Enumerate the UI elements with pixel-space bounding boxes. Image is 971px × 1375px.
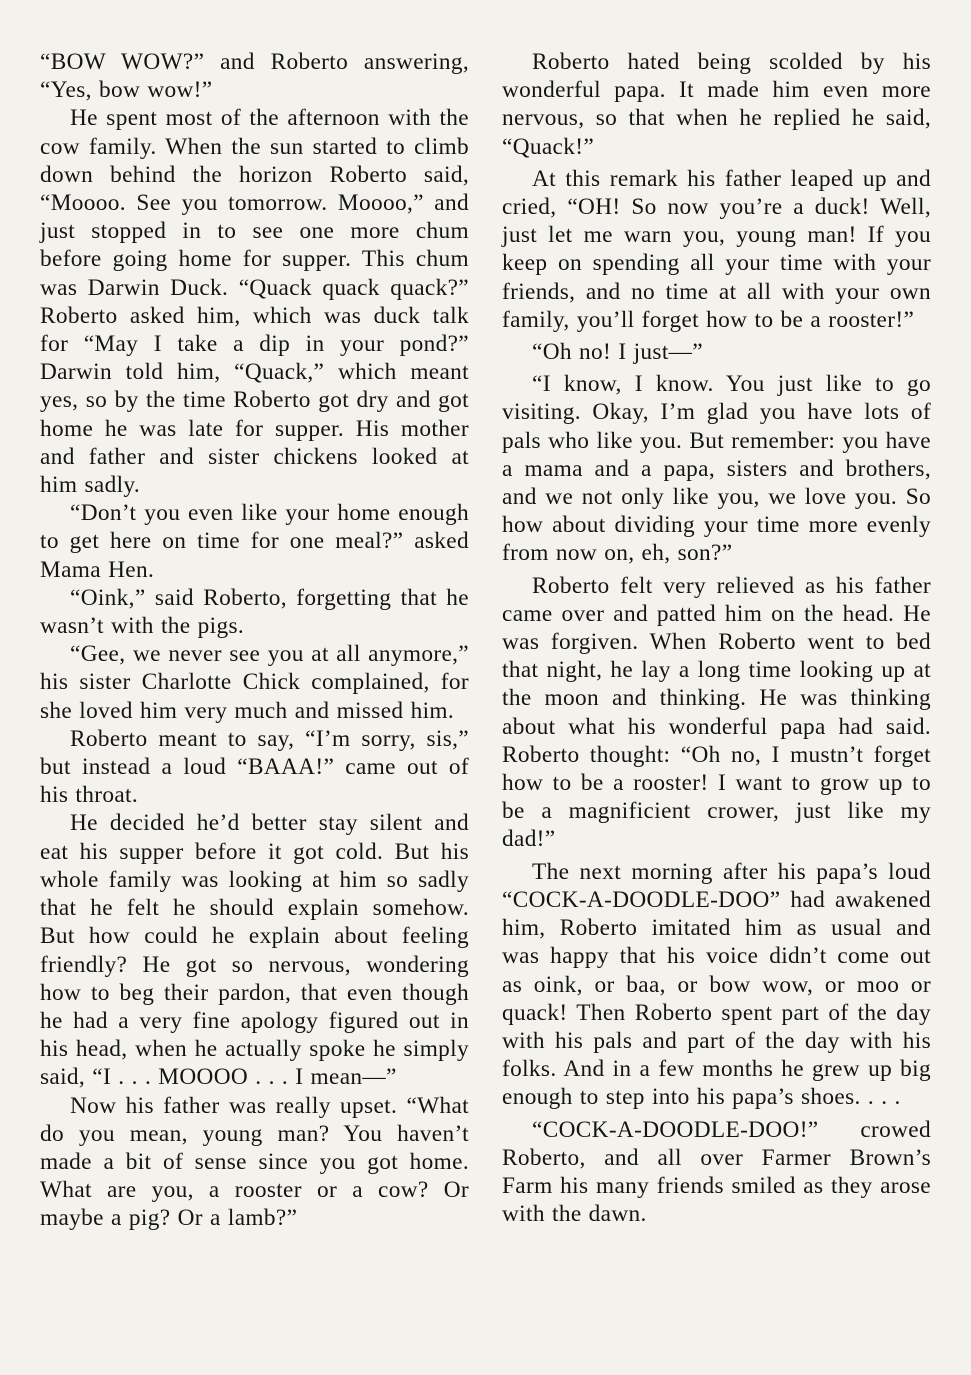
paragraph: The next morning after his papa’s loud “COCK-A-DOODLE-DOO” had awakened him, Roberto imitated him as usual and was happy that his voice didn’t come out as oink, or baa, or bow wow, or moo or quack! Then Roberto spent part of the day with his pals and part of the day with his folks. And in a few months he grew up big enough to step into his papa’s shoes. . . .: [502, 858, 931, 1111]
paragraph: “Oink,” said Roberto, forgetting that he wasn’t with the pigs.: [40, 584, 469, 640]
paragraph: Roberto hated being scolded by his wonderful papa. It made him even more nervous, so that when he replied he said, “Quack!”: [502, 49, 931, 160]
left-column: [40, 48, 469, 1375]
paragraph: At this remark his father leaped up and cried, “OH! So now you’re a duck! Well, just let me warn you, young man! If you keep on spending all your time with your friends, and no time at all with your own family, you’ll forget how to be a rooster!”: [502, 165, 931, 333]
paragraph: “BOW WOW?” and Roberto answering, “Yes, bow wow!”: [40, 49, 469, 104]
paragraph: He decided he’d better stay silent and eat his supper before it got cold. But his whole family was looking at him so sadly that he felt he should explain somehow. But how could he explain about feeling friendly? He got so nervous, wondering how to beg their pardon, that even though he had a very fine apology figured out in his head, when he actually spoke he simply said, “I . . . MOOOO . . . I mean—”: [40, 810, 469, 1091]
paragraph: Roberto meant to say, “I’m sorry, sis,” but instead a loud “BAAA!” came out of his throat.: [40, 725, 469, 809]
paragraph: Roberto felt very relieved as his father came over and patted him on the head. He was forgiven. When Roberto went to bed that night, he lay a long time looking up at the moon and thinking. He was thinking about what his wonderful papa had said. Roberto thought: “Oh no, I mustn’t forget how to be a rooster! I want to grow up to be a magnificient crower, just like my dad!”: [502, 572, 931, 853]
paragraph: “Oh no! I just—”: [532, 339, 703, 366]
paragraph: He spent most of the afternoon with the cow family. When the sun started to climb down behind the horizon Roberto said, “Moooo. See you tomorrow. Moooo,” and just stopped in to see one more chum before going home for supper. This chum was Darwin Duck. “Quack quack quack?” Roberto asked him, which was duck talk for “May I take a dip in your pond?” Darwin told him, “Quack,” which meant yes, so by the time Roberto got dry and got home he was late for supper. His mother and father and sister chickens looked at him sadly.: [40, 105, 469, 499]
paragraph: “Gee, we never see you at all anymore,” his sister Charlotte Chick complained, for she loved him very much and missed him.: [40, 641, 469, 724]
paragraph: “Don’t you even like your home enough to get here on time for one meal?” asked Mama Hen.: [40, 500, 469, 583]
paragraph: Now his father was really upset. “What do you mean, young man? You haven’t made a bit of sense since you got home. What are you, a rooster or a cow? Or maybe a pig? Or a lamb?”: [40, 1092, 469, 1232]
right-column: [502, 48, 931, 1375]
paragraph: “COCK-A-DOODLE-DOO!” crowed Roberto, and all over Farmer Brown’s Farm his many friends smiled as they arose with the dawn.: [502, 1116, 931, 1228]
paragraph: “I know, I know. You just like to go visiting. Okay, I’m glad you have lots of pals who like you. But remember: you have a mama and a papa, sisters and brothers, and we not only like you, we love you. So how about dividing your time more evenly from now on, eh, son?”: [502, 371, 931, 567]
